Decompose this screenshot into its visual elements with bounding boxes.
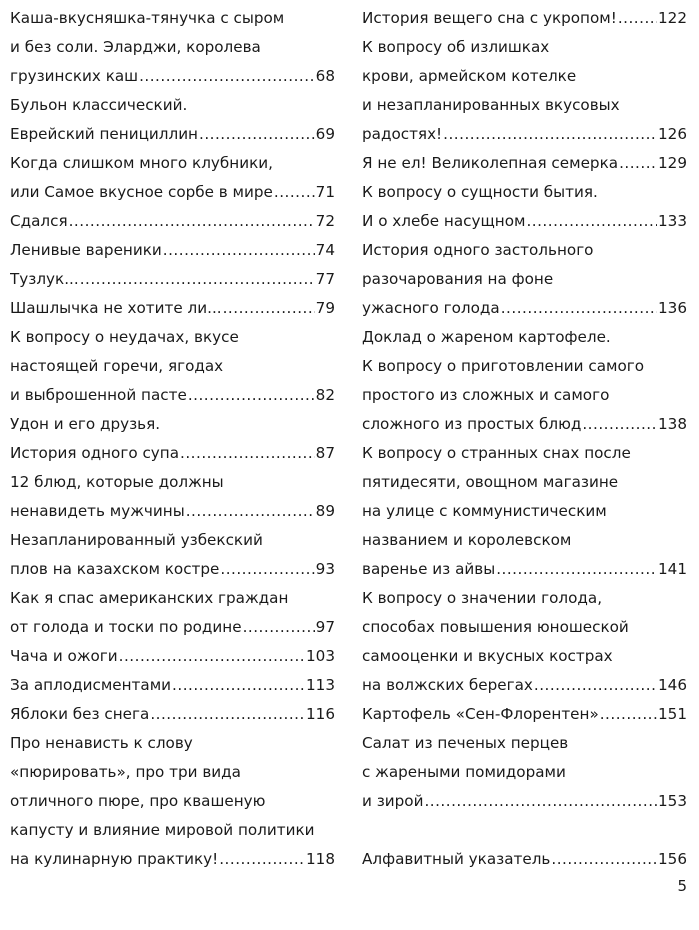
- toc-entry-last-line: [362, 700, 687, 729]
- toc-entry-line: [362, 381, 687, 410]
- dot-leader: [199, 120, 315, 149]
- toc-entry-line: [362, 468, 687, 497]
- dot-leader: [80, 265, 315, 294]
- toc-entry-title: Шашлычка не хотите ли...: [10, 299, 222, 317]
- dot-leader: [600, 700, 657, 729]
- dot-leader: [534, 671, 657, 700]
- toc-entry-line: [10, 410, 335, 439]
- toc-entry: [362, 178, 687, 236]
- toc-entry: [10, 584, 335, 642]
- toc-entry-page: 136: [658, 299, 687, 317]
- toc-entry-page: 113: [306, 676, 335, 694]
- toc-entry-title: на кулинарную практику!: [10, 850, 219, 868]
- toc-entry-title: на улице с коммунистическим: [362, 502, 607, 520]
- toc-entry: [10, 207, 335, 236]
- toc-entry-title: Про ненависть к слову: [10, 734, 193, 752]
- toc-entry-title: Алфавитный указатель: [362, 850, 551, 868]
- toc-entry-title: Картофель «Сен-Флорентен»: [362, 705, 599, 723]
- toc-entry-title: варенье из айвы: [362, 560, 496, 578]
- toc-entry-title: Чача и ожоги: [10, 647, 118, 665]
- toc-entry-title: Как я спас американских граждан: [10, 589, 289, 607]
- toc-entry-line: [362, 62, 687, 91]
- toc-entry-last-line: [362, 207, 687, 236]
- toc-entry-last-line: [10, 845, 335, 874]
- dot-leader: [551, 845, 657, 874]
- toc-entry-title: Бульон классический.: [10, 96, 188, 114]
- toc-entry: [362, 729, 687, 816]
- toc-entry: [362, 149, 687, 178]
- toc-entry-last-line: [362, 410, 687, 439]
- toc-entry-page: 77: [315, 270, 335, 288]
- dot-leader: [274, 178, 315, 207]
- toc-entry-title: Удон и его друзья.: [10, 415, 161, 433]
- toc-entry: [10, 642, 335, 671]
- toc-entry-page: 93: [315, 560, 335, 578]
- toc-entry-title: Еврейский пенициллин: [10, 125, 198, 143]
- toc-entry-last-line: [10, 439, 335, 468]
- dot-leader: [220, 555, 314, 584]
- toc-entry: [10, 149, 335, 207]
- toc-entry-title: К вопросу о сущности бытия.: [362, 183, 598, 201]
- toc-entry-last-line: [10, 294, 335, 323]
- toc-entry-line: [10, 149, 335, 178]
- toc-entry-line: [10, 729, 335, 758]
- toc-entry-title: Тузлук...: [10, 270, 79, 288]
- toc-entry-line: [362, 526, 687, 555]
- toc-entry-page: 156: [658, 850, 687, 868]
- toc-entry-last-line: [362, 845, 687, 874]
- toc-entry-line: [362, 613, 687, 642]
- toc-entry-last-line: [362, 149, 687, 178]
- toc-entry: [10, 410, 335, 468]
- toc-entry-title: ненавидеть мужчины: [10, 502, 185, 520]
- toc-entry-page: 97: [315, 618, 335, 636]
- toc-entry-line: [10, 4, 335, 33]
- toc-entry-last-line: [10, 265, 335, 294]
- toc-entry-line: [10, 816, 335, 845]
- toc-entry-line: [362, 758, 687, 787]
- toc-entry-page: 138: [658, 415, 687, 433]
- dot-leader: [172, 671, 305, 700]
- toc-entry-title: разочарования на фоне: [362, 270, 554, 288]
- toc-entry-page: 151: [658, 705, 687, 723]
- toc-entry-title: К вопросу о неудачах, вкусе: [10, 328, 239, 346]
- toc-entry: [10, 294, 335, 323]
- toc-entry-line: [10, 33, 335, 62]
- toc-entry-line: [362, 265, 687, 294]
- toc-entry-line: [10, 352, 335, 381]
- toc-entry-page: 68: [315, 67, 335, 85]
- toc-entry-last-line: [10, 555, 335, 584]
- toc-entry-title: и незапланированных вкусовых: [362, 96, 620, 114]
- toc-entry-page: 89: [315, 502, 335, 520]
- toc-entry-last-line: [362, 294, 687, 323]
- dot-leader: [526, 207, 657, 236]
- toc-entry: [10, 729, 335, 874]
- toc-entry: [10, 323, 335, 410]
- toc-entry-title: с жареными помидорами: [362, 763, 566, 781]
- toc-entry-last-line: [362, 671, 687, 700]
- toc-entry-line: [362, 439, 687, 468]
- toc-entry: [10, 526, 335, 584]
- toc-entry-title: радостях!: [362, 125, 443, 143]
- toc-entry-line: [10, 91, 335, 120]
- toc-entry-page: 69: [315, 125, 335, 143]
- toc-entry: [362, 700, 687, 729]
- toc-entry-last-line: [10, 236, 335, 265]
- toc-entry-title: И о хлебе насущном: [362, 212, 526, 230]
- dot-leader: [443, 120, 657, 149]
- toc-entry-page: 129: [658, 154, 687, 172]
- toc-entry-last-line: [362, 120, 687, 149]
- toc-entry: [10, 4, 335, 91]
- toc-entry-title: названием и королевском: [362, 531, 572, 549]
- toc-entry-title: от голода и тоски по родине: [10, 618, 242, 636]
- toc-entry-last-line: [362, 555, 687, 584]
- toc-entry-title: и выброшенной пасте: [10, 386, 187, 404]
- toc-entry-page: 79: [315, 299, 335, 317]
- toc-entry-page: 87: [315, 444, 335, 462]
- toc-entry: [362, 439, 687, 584]
- toc-entry-title: ужасного голода: [362, 299, 500, 317]
- dot-leader: [69, 207, 315, 236]
- dot-leader: [180, 439, 315, 468]
- spacer: [362, 816, 687, 845]
- dot-leader: [163, 236, 315, 265]
- toc-entry-last-line: [10, 642, 335, 671]
- toc-entry-title: на волжских берегах: [362, 676, 533, 694]
- toc-entry-last-line: [10, 207, 335, 236]
- toc-entry-title: История одного супа: [10, 444, 180, 462]
- dot-leader: [219, 845, 305, 874]
- toc-entry-title: Каша-вкусняшка-тянучка с сыром: [10, 9, 285, 27]
- toc-entry-line: [362, 497, 687, 526]
- toc-entry-title: грузинских каш: [10, 67, 139, 85]
- toc-entry-line: [362, 178, 687, 207]
- toc-entry-line: [362, 729, 687, 758]
- toc-entry-title: За аплодисментами: [10, 676, 172, 694]
- toc-entry-line: [362, 91, 687, 120]
- dot-leader: [582, 410, 657, 439]
- page-number: 5: [677, 877, 687, 895]
- toc-entry-title: История одного застольного: [362, 241, 594, 259]
- toc-entry-title: Сдался: [10, 212, 68, 230]
- toc-entry-title: К вопросу об излишках: [362, 38, 550, 56]
- toc-entry: [10, 236, 335, 265]
- toc-entry-title: Яблоки без снега: [10, 705, 150, 723]
- toc-entry: [362, 584, 687, 700]
- toc-entry-last-line: [362, 787, 687, 816]
- toc-entry-line: [10, 526, 335, 555]
- toc-entry-line: [10, 468, 335, 497]
- toc-entry-title: крови, армейском котелке: [362, 67, 577, 85]
- toc-entry-title: К вопросу о приготовлении самого: [362, 357, 645, 375]
- toc-entry-line: [10, 758, 335, 787]
- toc-entry-title: «пюрировать», про три вида: [10, 763, 241, 781]
- toc-entry-line: [10, 584, 335, 613]
- toc-entry-page: 118: [306, 850, 335, 868]
- toc-entry-title: Я не ел! Великолепная семерка: [362, 154, 619, 172]
- dot-leader: [501, 294, 657, 323]
- toc-right-column: [362, 4, 687, 874]
- toc-entry: [10, 671, 335, 700]
- toc-entry-title: Ленивые вареники: [10, 241, 162, 259]
- toc-entry: [362, 845, 687, 874]
- toc-entry-line: [362, 323, 687, 352]
- dot-leader: [243, 613, 315, 642]
- toc-entry-last-line: [10, 613, 335, 642]
- toc-entry-page: 126: [658, 125, 687, 143]
- toc-entry-title: и без соли. Эларджи, королева: [10, 38, 261, 56]
- toc-entry-title: плов на казахском костре: [10, 560, 220, 578]
- toc-entry-last-line: [10, 700, 335, 729]
- toc-entry-title: Когда слишком много клубники,: [10, 154, 273, 172]
- toc-left-column: [10, 4, 335, 874]
- toc-entry-title: сложного из простых блюд: [362, 415, 582, 433]
- dot-leader: [150, 700, 305, 729]
- dot-leader: [496, 555, 657, 584]
- toc-entry-line: [10, 787, 335, 816]
- toc-entry-title: самооценки и вкусных кострах: [362, 647, 613, 665]
- toc-entry: [10, 700, 335, 729]
- toc-entry-last-line: [362, 4, 687, 33]
- toc-entry-title: простого из сложных и самого: [362, 386, 610, 404]
- toc-entry: [362, 33, 687, 149]
- toc-entry-title: История вещего сна с укропом!: [362, 9, 617, 27]
- toc-entry-title: или Самое вкусное сорбе в мире: [10, 183, 273, 201]
- toc-entry-title: Доклад о жареном картофеле.: [362, 328, 611, 346]
- toc-entry-title: пятидесяти, овощном магазине: [362, 473, 619, 491]
- toc-entry-last-line: [10, 120, 335, 149]
- toc-entry-title: капусту и влияние мировой политики: [10, 821, 315, 839]
- toc-entry-last-line: [10, 62, 335, 91]
- dot-leader: [223, 294, 315, 323]
- dot-leader: [186, 497, 315, 526]
- toc-entry-page: 146: [658, 676, 687, 694]
- toc-entry-line: [10, 323, 335, 352]
- toc-entry-title: Незапланированный узбекский: [10, 531, 263, 549]
- toc-entry-page: 82: [315, 386, 335, 404]
- dot-leader: [119, 642, 305, 671]
- toc-entry-last-line: [10, 497, 335, 526]
- toc-entry-page: 103: [306, 647, 335, 665]
- toc-entry-title: К вопросу о странных снах после: [362, 444, 631, 462]
- toc-entry-last-line: [10, 381, 335, 410]
- toc-entry-title: отличного пюре, про квашеную: [10, 792, 266, 810]
- toc-entry-page: 141: [658, 560, 687, 578]
- toc-entry: [10, 265, 335, 294]
- toc-entry: [362, 4, 687, 33]
- toc-entry-page: 153: [658, 792, 687, 810]
- toc-entry-title: способах повышения юношеской: [362, 618, 629, 636]
- dot-leader: [188, 381, 315, 410]
- toc-entry: [10, 91, 335, 149]
- toc-entry-title: К вопросу о значении голода,: [362, 589, 603, 607]
- toc-entry-line: [362, 642, 687, 671]
- toc-entry-page: 116: [306, 705, 335, 723]
- toc-entry-page: 74: [315, 241, 335, 259]
- toc-entry-title: настоящей горечи, ягодах: [10, 357, 224, 375]
- toc-entry-title: и зирой: [362, 792, 424, 810]
- dot-leader: [424, 787, 657, 816]
- toc-entry-last-line: [10, 671, 335, 700]
- toc-entry: [362, 236, 687, 323]
- toc-entry-title: 12 блюд, которые должны: [10, 473, 224, 491]
- toc-entry-page: 133: [658, 212, 687, 230]
- toc-entry-title: Салат из печеных перцев: [362, 734, 569, 752]
- toc-entry-last-line: [10, 178, 335, 207]
- toc-entry-line: [362, 352, 687, 381]
- toc-entry: [362, 323, 687, 439]
- toc-entry: [10, 468, 335, 526]
- dot-leader: [139, 62, 315, 91]
- toc-entry-page: 72: [315, 212, 335, 230]
- toc-entry-line: [362, 584, 687, 613]
- dot-leader: [619, 149, 657, 178]
- toc-entry-page: 122: [658, 9, 687, 27]
- toc-entry-page: 71: [315, 183, 335, 201]
- toc-entry-line: [362, 236, 687, 265]
- dot-leader: [618, 4, 657, 33]
- toc-entry-line: [362, 33, 687, 62]
